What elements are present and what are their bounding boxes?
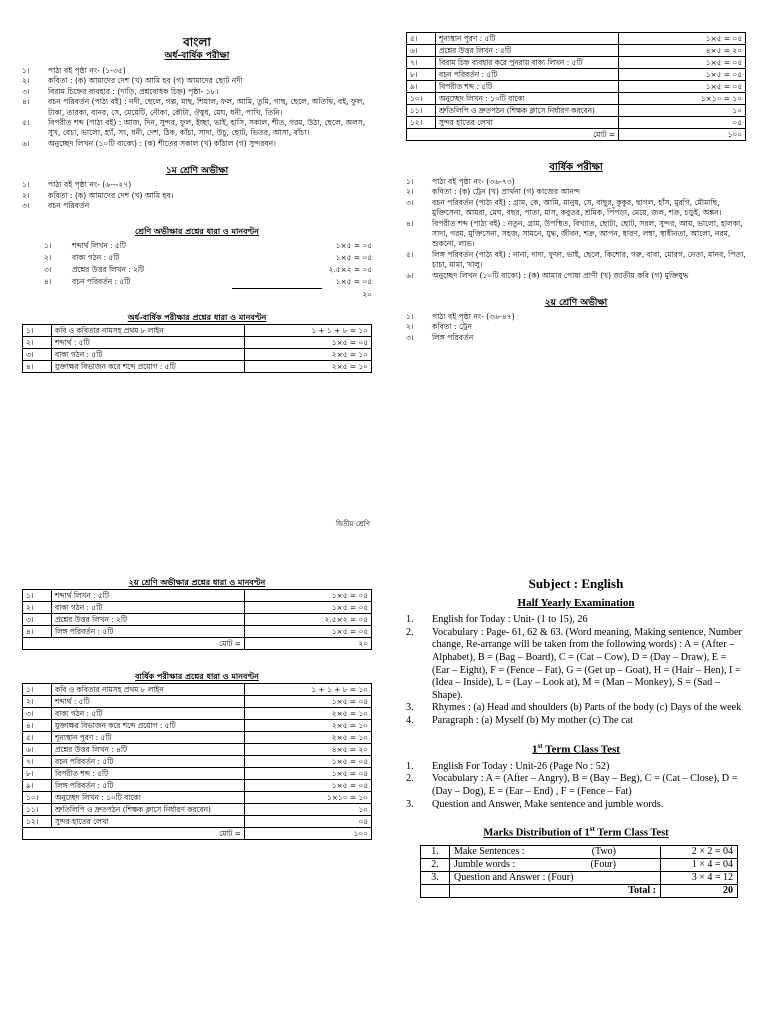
list-item-text: কবিতা : (ক) আমাদের দেশ (খ) আমি হব (গ) আমাদের ছোট নদী [48,76,243,86]
english-marks-table [420,845,738,898]
table-cell: বাক্য গঠন : ৫টি [52,708,245,720]
table-cell: ৪×৫ = ২০ [619,45,746,57]
table-row [23,780,372,792]
table-cell: ১১। [407,105,436,117]
marks-cell: বাক্য গঠন : ৫টি [72,253,120,263]
english-half-yearly-list [406,614,746,727]
table-cell: লিঙ্গ পরিবর্তন : ৫টি [52,780,245,792]
table-cell: ১×৫ = ০৫ [245,337,372,349]
first-term-marks-title: শ্রেণি অভীক্ষার প্রশ্নের ধারা ও মানবণ্টন [135,227,259,237]
table-row [407,33,746,45]
top-right-column [406,32,746,343]
list-item [22,139,372,149]
table-cell: ১০। [407,93,436,105]
list-item-text: অনুচ্ছেদ লিখন (১০টি বাক্যে) : (ক) আমার পোষা প্রাণী (খ) জাতীয় কবি (গ) মুক্তিযুদ্ধ [432,270,689,280]
list-item [406,702,746,715]
table-row [23,626,372,638]
second-term-title: ২য় শ্রেণি অভীক্ষা [544,298,608,309]
table-cell: ২। [23,602,52,614]
annual-total-label: মোট = [23,828,245,840]
table-row [23,337,372,349]
annual-marks-table [22,683,372,828]
list-item-text: Vocabulary : Page- 61, 62 & 63. (Word meaning, Making sentence, Number change, Re-arrange will be taken from the following words) : A = (After – Alphabet), B = (Bag – Board), C = (Cat – Cow), D = (Day – Draw), E = (Ear – Eight), F = (Fence – Fat), G = (Get up – Goat), H = (Hair – Hen), I = (Idea – Inside), L = (Lay – Look at), M = (Man – Monkey), S = (Sad – Shape). [432,626,742,701]
list-item [406,333,746,343]
first-term-marks [22,240,372,288]
table-cell: ১ + ১ + ৮ = ১০ [245,684,372,696]
table-row [23,696,372,708]
table-cell [421,885,450,898]
table-cell: কবি ও কবিতার নামসহ প্রথম ৮ লাইন [52,684,245,696]
table-row [23,349,372,361]
table-cell: অনুচ্ছেদ লিখন : ১০টি বাক্যে [436,93,619,105]
list-item-text: English For Today : Unit-26 (Page No : 52) [432,760,610,772]
table-cell: ৩। [23,708,52,720]
table-cell: ৪। [23,626,52,638]
table-cell: শূন্যস্থান পূরণ : ৫টি [52,732,245,744]
top-left-column [22,34,372,373]
english-half-yearly-title: Half Yearly Examination [517,596,635,609]
list-item-number: ২। [22,190,30,200]
table-cell: শ্রুতিলিপি ও দ্রুতপঠন (শিক্ষক ক্লাসে নির্ধারণ করবেন) [436,105,619,117]
table-row [23,804,372,816]
table-cell: শূন্যস্থান পূরণ : ৫টি [436,33,619,45]
list-item [22,118,372,139]
annual-list [406,177,746,281]
annual-total: ১০০ [245,828,372,840]
bangla-title: বাংলা [183,35,211,49]
list-item [406,614,746,627]
marks-cell: ১×৫ = ০৫ [335,253,372,263]
table-cell: সুন্দর হাতের লেখা [436,117,619,129]
list-item-number: 2. [406,626,414,638]
table-cell: ১×৫ = ০৫ [245,590,372,602]
list-item [406,187,746,197]
list-item [22,66,372,76]
table-cell: শব্দার্থ : ৫টি [52,696,245,708]
table-cell: শব্দার্থ : ৫টি [52,337,245,349]
second-term-total-label: মোট = [23,638,245,650]
list-item-text: English for Today : Unit- (1 to 15), 26 [432,614,588,626]
table-cell: বিরাম চিহ্ন ব্যবহার করে পুনরায় বাক্য লিখন : ৫টি [436,57,619,69]
table-cell: ১২। [407,117,436,129]
table-row [23,756,372,768]
list-item-text: পাঠ্য বই পৃষ্ঠা নং- (৩৬-৪৭) [432,312,515,322]
marks-cell: ৩। [44,265,52,275]
table-cell: যুক্তাক্ষর বিভাজন করে শব্দে প্রয়োগ : ৫টি [52,720,245,732]
table-cell: 2 × 2 = 04 [661,846,738,859]
list-item-text: পাঠ্য বই পৃষ্ঠা নং- (৬---২৭) [48,180,132,190]
table-cell: ২×৫ = ১০ [245,349,372,361]
list-item [22,201,372,211]
list-item [22,191,372,201]
list-item [406,250,746,271]
list-item-number: 3. [406,798,414,810]
table-cell: ৪। [23,720,52,732]
list-item-text: কবিতা : (ক) ট্রেন (খ) প্রার্থনা (গ) কাজের আনন্দ [432,187,581,197]
table-cell: ৫। [407,33,436,45]
list-item-text: Question and Answer, Make sentence and jumble words. [432,798,664,810]
table-cell [450,859,661,872]
list-item-number: ৪। [406,218,414,228]
half-yearly-list [22,66,372,149]
table-cell: ১০ [245,804,372,816]
table-cell: ১×৫ = ০৫ [619,69,746,81]
english-title: Subject : English [528,576,624,591]
list-item-text: Rhymes : (a) Head and shoulders (b) Parts of the body (c) Days of the week [432,702,742,714]
table-cell: ৮। [407,69,436,81]
list-item-number: ৫। [406,249,414,259]
table-cell: ১×৫ = ০৫ [245,696,372,708]
table-row [407,93,746,105]
list-item-number: ২। [406,322,414,332]
table-row [421,872,738,885]
table-cell: যুক্তাক্ষর বিভাজন করে শব্দে প্রয়োগ : ৫টি [52,361,245,373]
list-item-text: পাঠ্য বই পৃষ্ঠা নং- (১-৩৫) [48,66,126,75]
table-cell: 3. [421,872,450,885]
table-cell: প্রশ্নের উত্তর লিখন : ২টি [52,614,245,626]
list-item [406,799,746,812]
table-row [407,45,746,57]
list-item-text: বচন পরিবর্তন [48,201,90,211]
table-cell: ১×৫ = ০৫ [619,33,746,45]
table-cell: ১। [23,325,52,337]
list-item-number: 1. [406,614,414,626]
table-row [407,117,746,129]
table-cell: বচন পরিবর্তন : ৫টি [52,756,245,768]
table-cell: বচন পরিবর্তন : ৫টি [436,69,619,81]
marks-cell: ২.৫×২ = ০৫ [328,265,372,275]
list-item-text: কবিতা : (ক) আমাদের দেশ (খ) আমি হব। [48,190,174,200]
total-row [421,885,738,898]
list-item-text: অনুচ্ছেদ লিখন (১০টি বাক্যে) : (ক) শীতের সকাল (খ) কাঁঠাল (গ) সুন্দরবন। [48,138,276,148]
table-cell: ৭। [23,756,52,768]
table-cell: ২×৫ = ১০ [245,361,372,373]
list-item-number: ৩। [406,197,414,207]
list-item [406,773,746,798]
table-cell: ৩। [23,349,52,361]
list-item-number: ৬। [22,138,30,148]
list-item [406,627,746,703]
list-item-number: ২। [22,76,30,86]
table-cell: প্রশ্নের উত্তর লিখন : ৪টি [52,744,245,756]
table-row [407,105,746,117]
list-item-number: 1. [406,760,414,772]
list-item [406,322,746,332]
table-row [421,846,738,859]
english-section [406,578,746,898]
table-cell: বিপরীত শব্দ : ৫টি [52,768,245,780]
list-item [406,312,746,322]
list-item-number: ৩। [22,86,30,96]
table-cell: লিঙ্গ পরিবর্তন : ৫টি [52,626,245,638]
half-yearly-title: অর্ধ-বার্ষিক পরীক্ষা [164,51,230,61]
list-item-text: বিপরীত শব্দ (পাঠ্য বই) : আজ, দিন, সুন্দর, ফুল, ইচ্ছা, ভাই, হাসি, সকাল, শীত, গরম, উঠা, ছেলে, অলস, সুখ, বেচা, ভালো, হ্যাঁ, সং, ধনী, দেশ, ঠিক, কাঁচা, সাদা, উচু, ছোট, ভিতর, আসা, বাঁচা। [48,118,366,138]
table-cell: ১। [23,590,52,602]
total-value: 20 [661,885,738,898]
table-cell: 1. [421,846,450,859]
annual-title: বার্ষিক পরীক্ষা [549,162,603,173]
list-item-text: পাঠ্য বই পৃষ্ঠা নং- (৩৬-৭৩) [432,177,515,186]
table-cell: ১২। [23,816,52,828]
table-cell: ১×১০ = ১০ [619,93,746,105]
table-cell: ৮। [23,768,52,780]
marks-label: Question and Answer : (Four) [454,872,574,884]
table-cell: ২×৫ = ১০ [245,708,372,720]
table-cell: ১১। [23,804,52,816]
english-first-term-title: 1st Term Class Test [532,741,620,756]
table-cell: বিপরীত শব্দ : ৫টি [436,81,619,93]
list-item-number: ১। [406,177,414,186]
table-row [23,602,372,614]
table-cell: ১×৫ = ০৫ [619,57,746,69]
table-cell: 3 × 4 = 12 [661,872,738,885]
list-item-text: Paragraph : (a) Myself (b) My mother (c) The cat [432,714,633,726]
list-item-number: ১। [406,312,414,322]
table-cell: ১×৫ = ০৫ [619,81,746,93]
list-item-text: Vocabulary : A = (After – Angry), B = (Bay – Beg), C = (Cat – Close), D = (Day – Dog), E = (Ear – End) , F = (Fence – Fat) [432,773,738,797]
list-item-number: ৬। [406,270,414,280]
table-row [23,792,372,804]
table-cell: ৬। [23,744,52,756]
marks-quantity: (Four) [590,859,616,871]
table-cell: ৯। [23,780,52,792]
table-cell: ১×৫ = ০৫ [245,780,372,792]
table-row [23,732,372,744]
bottom-left-column [22,576,372,840]
table-cell: ১×৫ = ০৫ [245,756,372,768]
first-term-total: ২০ [362,290,372,300]
table-cell: বাক্য গঠন : ৫টি [52,602,245,614]
table-cell: শব্দার্থ লিখন : ৫টি [52,590,245,602]
list-item [406,715,746,728]
marks-row [22,264,372,276]
list-item-text: লিঙ্গ পরিবর্তন [432,332,474,342]
table-cell: ১০। [23,792,52,804]
table-cell: ১০ [619,105,746,117]
list-item [406,177,746,187]
table-cell: ১×১০ = ১০ [245,792,372,804]
table-row [23,720,372,732]
list-item-number: ২। [406,187,414,197]
list-item [22,180,372,190]
annual-marks-title: বার্ষিক পরীক্ষার প্রশ্নের ধারা ও মানবণ্টন [135,672,259,681]
table-cell: সুন্দর হাতের লেখা [52,816,245,828]
marks-label: Jumble words : [454,859,516,871]
marks-cell: ১। [44,241,52,251]
marks-cell: ৪। [44,277,52,287]
table-cell: ২। [23,696,52,708]
table-cell: প্রশ্নের উত্তর লিখন : ৫টি [436,45,619,57]
total-label: Total : [450,885,661,898]
table-row [23,768,372,780]
marks-cell: ১×৫ = ০৫ [335,241,372,251]
table-cell: ১×৫ = ০৫ [245,626,372,638]
table-cell: ২×৫ = ১০ [245,720,372,732]
second-term-total: ২০ [245,638,372,650]
table-cell: ৪×৫ = ২০ [245,744,372,756]
table-row [23,361,372,373]
table-cell: ১। [23,684,52,696]
table-cell: ২.৫×২ = ০৫ [245,614,372,626]
list-item-number: ৪। [22,97,30,107]
list-item-number: ৫। [22,118,30,128]
table-cell: ১ + ১ + ৮ = ১০ [245,325,372,337]
table-cell: ৪। [23,361,52,373]
list-item-number: 2. [406,773,414,785]
marks-cell: ১×৫ = ০৫ [335,277,372,287]
marks-row [22,252,372,264]
table-row [407,57,746,69]
table-cell: ৩। [23,614,52,626]
marks-cell: বচন পরিবর্তন : ৫টি [72,277,131,287]
list-item [406,219,746,250]
list-item [406,271,746,281]
list-item-text: লিঙ্গ পরিবর্তন (পাঠ্য বই) : নানা, দাদা, ফুফা, ভাই, ছেলে, কিশোর, গরু, বাবা, মোরগ, নেতা, মানব, পিতা, চাচা, মামা, খালু। [432,249,746,270]
list-item [406,761,746,774]
table-row [407,69,746,81]
list-item-number: ৩। [406,332,414,342]
marks-cell: প্রশ্নের উত্তর লিখন : ২টি [72,265,145,275]
second-term-marks-title: ২য় শ্রেণি অভীক্ষার প্রশ্নের ধারা ও মানবণ্টন [128,578,266,587]
table-row [23,816,372,828]
marks-cell: শব্দার্থ লিখন : ৫টি [72,241,126,251]
list-item-text: বচন পরিবর্তন (পাঠ্য বই) : গ্রাম, কে, আমি, মানুষ, সে, বাছুর, কুকুর, ছাগল, হাঁস, মুরগি, মৌমাছি, মুক্তিসেনা, আমরা, মেঘ, বছর, পাতা, মাস, কবুতর, শ্রমিক, পিঁপড়া, মেয়ে, জল, শক্র, চড়ুই, অঙ্কন। [432,197,722,218]
list-item [22,76,372,86]
list-item-number: ৩। [22,201,30,211]
table-cell: 1 × 4 = 04 [661,859,738,872]
table-row [23,708,372,720]
first-term-title: ১ম শ্রেণি অভীক্ষা [165,166,229,177]
english-marks-title: Marks Distribution of 1st Term Class Test [483,825,669,839]
table-cell: ৯। [407,81,436,93]
english-first-term-list [406,761,746,811]
table-cell: 2. [421,859,450,872]
bangla-marks-table-cont [406,32,746,129]
list-item-number: ১। [22,180,30,190]
table-cell [450,872,661,885]
table-cell: ০৫ [619,117,746,129]
list-item-number: ১। [22,66,30,75]
list-item-text: কবিতা : ট্রেন [432,322,473,332]
table-cell: ৫। [23,732,52,744]
list-item-text: বিপরীত শব্দ (পাঠ্য বই) : নতুন, গ্রাম, উপস্থিত, বিখ্যাত, ছোটা, ছোট, সরল, সুন্দর, আয়, ভালো, হালকা, সাদা, গরম, মুক্তিসেনা, সহজ, সামনে, যুদ্ধ, জীবন, শক্র, আপন, ধারণ, লম্বা, স্বাধীনতা, আলো, নরম, শুকনো, লাভ। [432,218,743,249]
marks-quantity: (Two) [591,846,616,858]
list-item [22,97,372,118]
table-cell: শ্রুতিলিপি ও দ্রুতপঠন (শিক্ষক ক্লাসে নির্ধারণ করবেন) [52,804,245,816]
bangla-total-label: মোট = [407,129,619,141]
table-cell: ৭। [407,57,436,69]
table-row [407,81,746,93]
table-row [23,590,372,602]
table-row [23,684,372,696]
half-yearly-marks-table [22,324,372,373]
first-term-list [22,180,372,211]
table-cell: ২। [23,337,52,349]
list-item [22,87,372,97]
table-cell: অনুচ্ছেদ লিখন : ১০টি বাক্যে [52,792,245,804]
table-cell: ২×৫ = ১০ [245,732,372,744]
list-item-number: 4. [406,714,414,726]
marks-row [22,240,372,252]
table-cell: বাক্য গঠন : ৫টি [52,349,245,361]
table-row [23,614,372,626]
second-term-marks-table [22,589,372,638]
table-cell: ১×৫ = ০৫ [245,768,372,780]
list-item-number: 3. [406,702,414,714]
table-cell: ৬। [407,45,436,57]
table-cell [450,846,661,859]
table-cell: কবি ও কবিতার নামসহ প্রথম ৮ লাইন [52,325,245,337]
table-cell: ১×৫ = ০৫ [245,602,372,614]
second-term-list [406,312,746,343]
table-row [23,744,372,756]
table-cell: ০৫ [245,816,372,828]
list-item-text: বিরাম চিহ্নের ব্যবহার : (দাড়ি, প্রশ্নবোধক চিহ্ন) পৃষ্ঠা- ১৮। [48,86,219,96]
list-item-text: বচন পরিবর্তন (পাঠ্য বই) : নদী, ছেলে, গল্প, মাছ, শিয়াল, ফল, আমি, তুমি, গাছ, ছেলে, অতিথি, বই, ফুল, টাকা, তারকা, বানর, সে, মেয়েটি, নৌকা, কৌটা, ঔষুধ, মেঘ, ধনী, পাখি, তিনি। [48,97,365,117]
half-yearly-marks-title: অর্ধ-বার্ষিক পরীক্ষার প্রশ্নের ধারা ও মানবণ্টন [127,313,267,323]
list-item [406,198,746,219]
marks-row [22,276,372,288]
class-label: দ্বিতীয় শ্রেণি [336,520,370,528]
marks-label: Make Sentences : [454,846,525,858]
marks-cell: ২। [44,253,52,263]
table-row [23,325,372,337]
bangla-total-value: ১০০ [619,129,746,141]
table-row [421,859,738,872]
